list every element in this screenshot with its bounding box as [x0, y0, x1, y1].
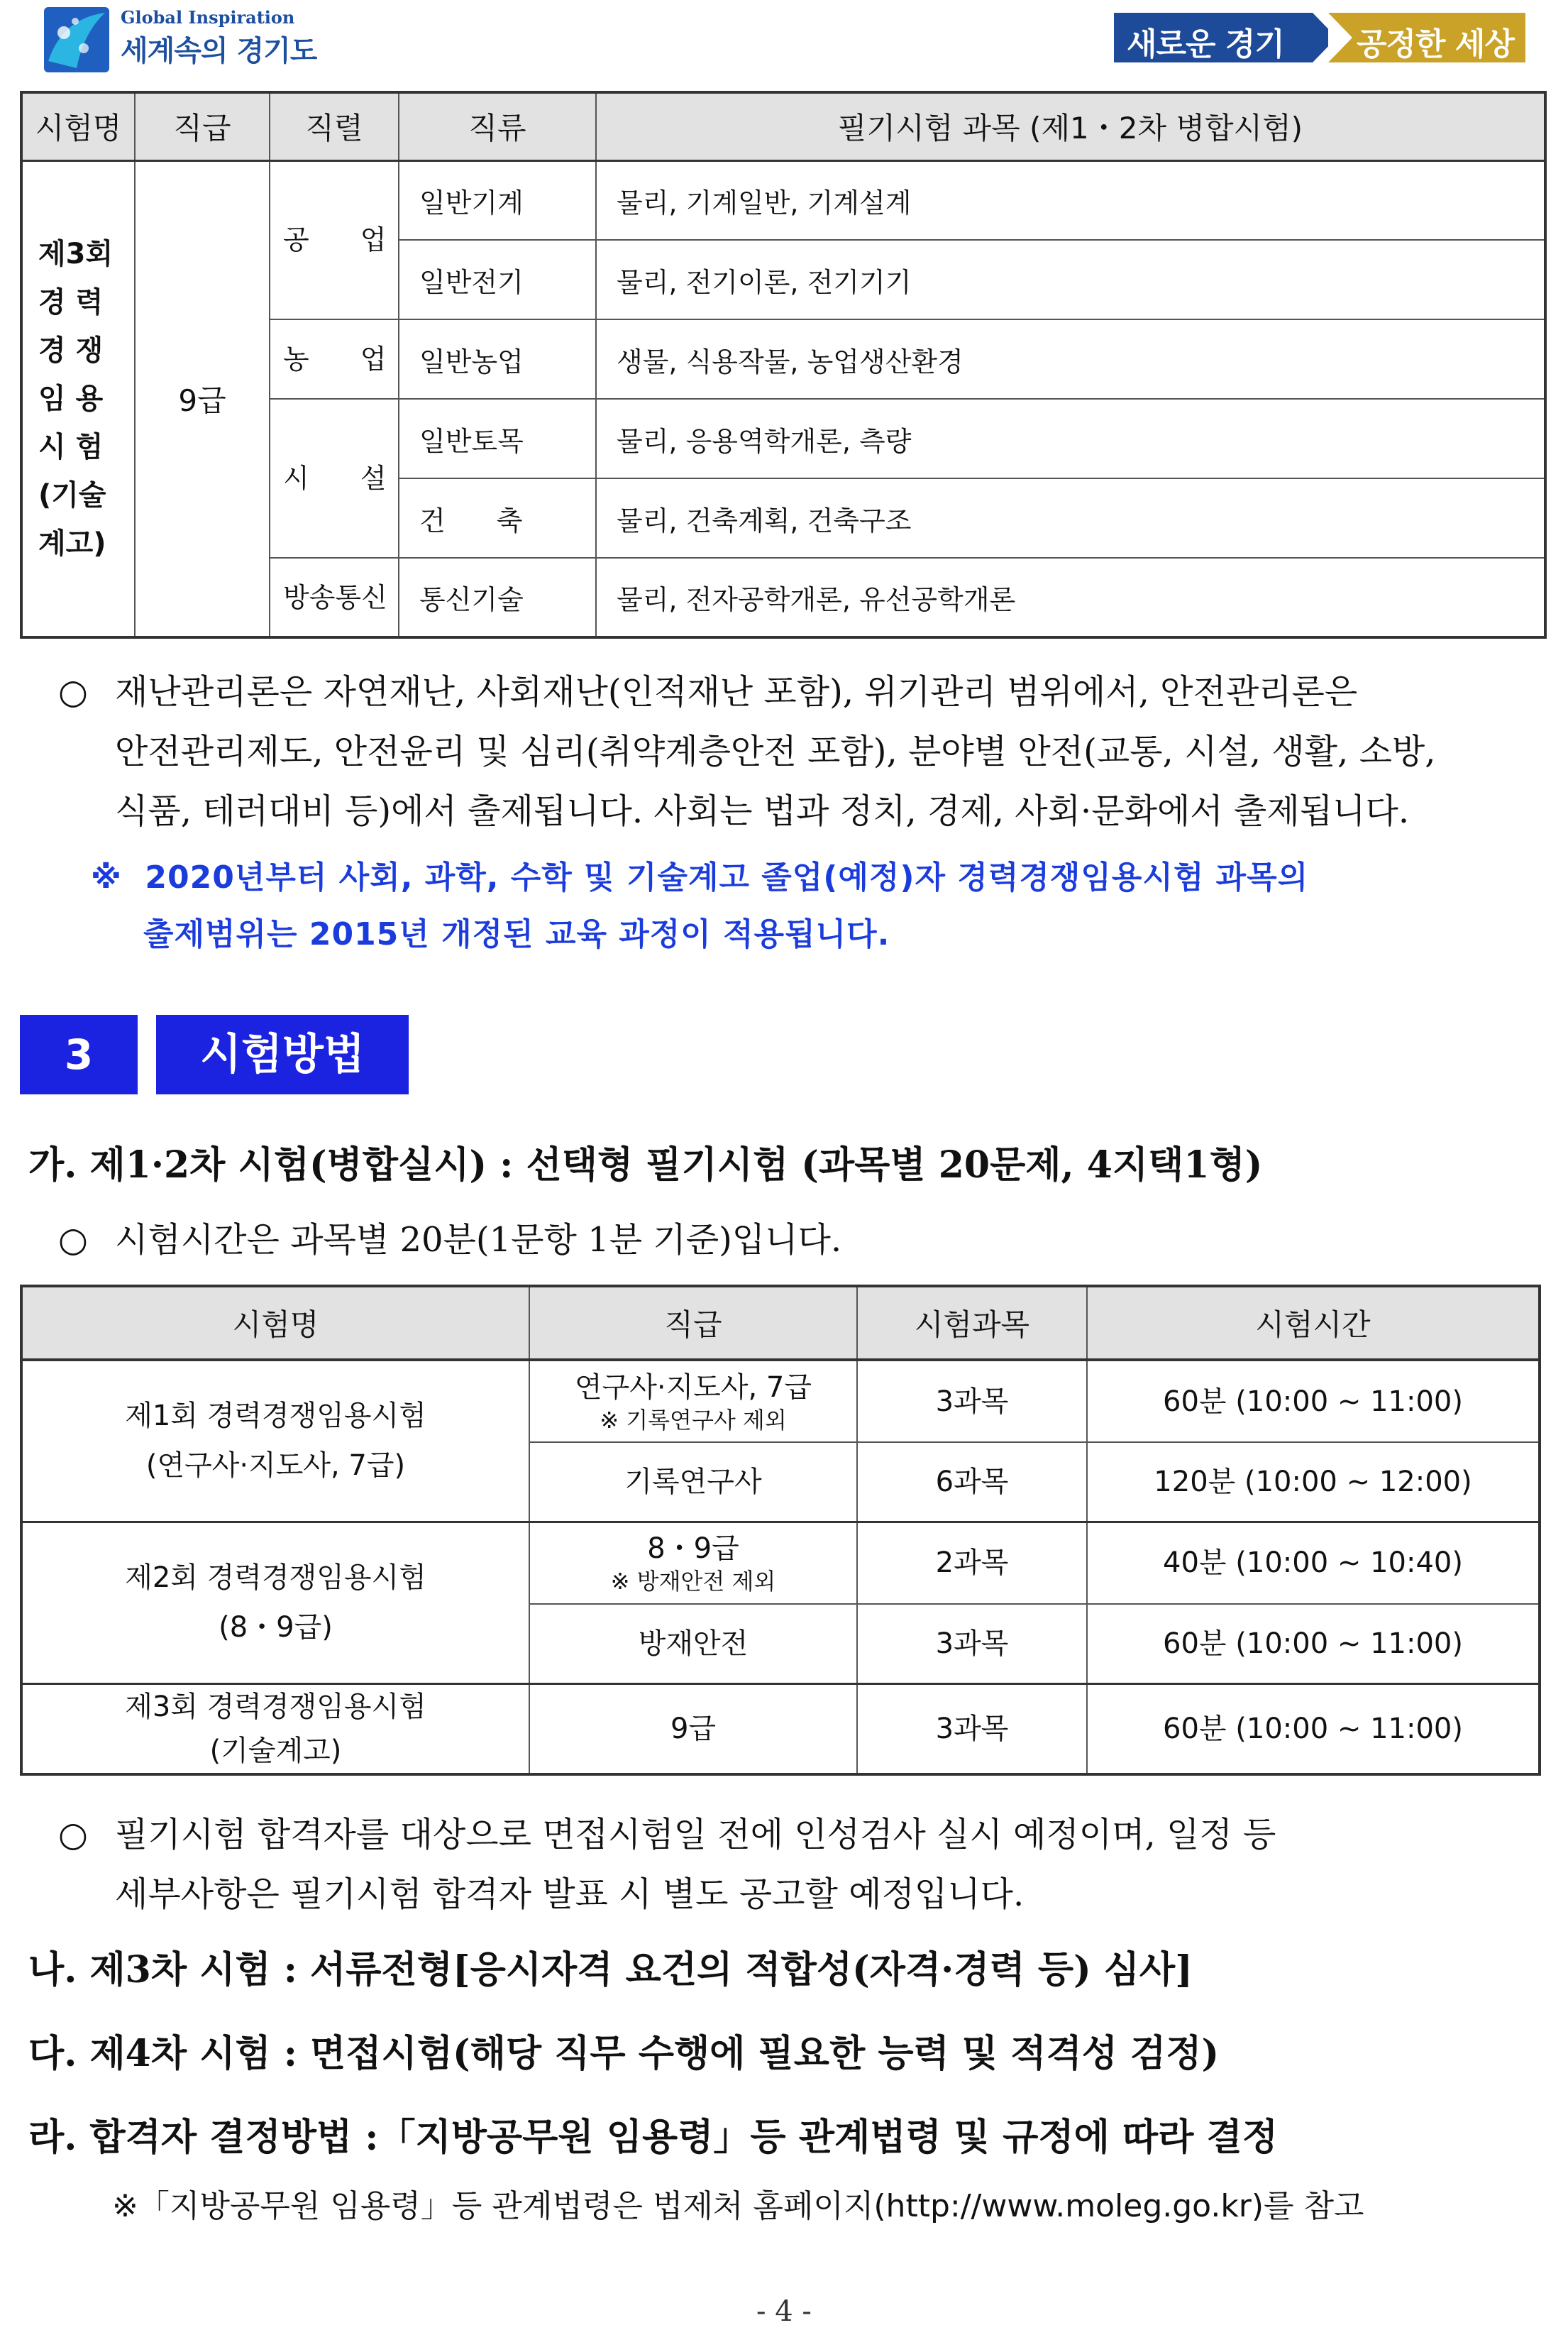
- grade-note: ※ 방재안전 제외: [610, 1568, 776, 1595]
- series-cell: 농 업: [270, 319, 399, 399]
- subject-count-cell: 2과목: [857, 1522, 1087, 1604]
- grade-text: 8・9급: [647, 1532, 739, 1566]
- exam-name-cell: [21, 160, 135, 637]
- note-text: 2020년부터 사회, 과학, 수학 및 기술계고 졸업(예정)자 경력경쟁임용시험 과목의: [145, 859, 1309, 896]
- exam-name-line: 제3회: [38, 237, 114, 270]
- grade-cell: 9급: [135, 160, 270, 637]
- subjects-cell: 생물, 식용작물, 농업생산환경: [596, 319, 1545, 399]
- exam-name-line: 제1회 경력경쟁임용시험: [125, 1400, 426, 1433]
- paragraph-text: 재난관리론은 자연재난, 사회재난(인적재난 포함), 위기관리 범위에서, 안전관리론은: [115, 672, 1358, 712]
- step-na-heading: 나. 제3차 시험 : 서류전형[응시자격 요건의 적합성(자격·경력 등) 심사]: [28, 1948, 1193, 1991]
- header-time: 시험시간: [1087, 1286, 1540, 1360]
- exam-name-line: 제2회 경력경쟁임용시험: [125, 1561, 426, 1594]
- exam-name-line: 경 력: [38, 285, 104, 319]
- exam-time-table: [20, 1285, 1541, 1776]
- exam-name-line: 임 용: [38, 382, 104, 415]
- series-cell: 시 설: [270, 399, 399, 558]
- subject-count-cell: 3과목: [857, 1604, 1087, 1683]
- grade-cell: 기록연구사: [529, 1442, 857, 1522]
- header-grade: 직급: [135, 92, 270, 160]
- scope-paragraph-line: 안전관리제도, 안전윤리 및 심리(취약계층안전 포함), 분야별 안전(교통, 시설, 생활, 소방,: [115, 732, 1436, 771]
- subjects-cell: 물리, 전자공학개론, 유선공학개론: [596, 558, 1545, 637]
- gyeonggi-logo: [41, 0, 317, 78]
- subject-count-cell: 3과목: [857, 1360, 1087, 1442]
- grade-cell: [529, 1360, 857, 1442]
- class-cell: 일반토목: [399, 399, 596, 478]
- bullet-circle: ○: [58, 1220, 88, 1260]
- section-title: 시험방법: [156, 1015, 409, 1094]
- table-header-row: [21, 92, 1545, 160]
- note-mark: ※: [91, 859, 122, 896]
- class-cell: 일반농업: [399, 319, 596, 399]
- exam-time-cell: 40분 (10:00 ~ 10:40): [1087, 1522, 1540, 1604]
- exam-name-line: 계고): [38, 527, 106, 560]
- gyeonggi-emblem-icon: [41, 4, 112, 75]
- slogan-left-block: [1114, 13, 1313, 62]
- header-exam-name: 시험명: [21, 92, 135, 160]
- paragraph-text: 시험시간은 과목별 20분(1문항 1분 기준)입니다.: [115, 1220, 842, 1260]
- subject-count-cell: 3과목: [857, 1683, 1087, 1774]
- exam-time-cell: 60분 (10:00 ~ 11:00): [1087, 1360, 1540, 1442]
- logo-tagline: Global Inspiration: [121, 7, 295, 28]
- series-cell: 방송통신: [270, 558, 399, 637]
- exam-name-line: (기술계고): [209, 1734, 342, 1767]
- bullet-circle: ○: [58, 1815, 88, 1854]
- personality-test-note-line: [58, 1814, 1276, 1855]
- table-header-row: [21, 1286, 1540, 1360]
- grade-note: ※ 기록연구사 제외: [600, 1406, 787, 1434]
- slogan-right-text: 공정한 세상: [1357, 26, 1514, 62]
- class-cell: 일반전기: [399, 240, 596, 319]
- grade-cell: 방재안전: [529, 1604, 857, 1683]
- header-subjects: 시험과목: [857, 1286, 1087, 1360]
- exam-time-cell: 60분 (10:00 ~ 11:00): [1087, 1604, 1540, 1683]
- exam-time-note: [58, 1219, 841, 1260]
- written-exam-subjects-table: [20, 91, 1547, 639]
- logo-title: 세계속의 경기도: [121, 35, 317, 67]
- step-ra-heading: 라. 합격자 결정방법 :「지방공무원 임용령」등 관계법령 및 규정에 따라 결정: [28, 2116, 1278, 2159]
- grade-cell: 9급: [529, 1683, 857, 1774]
- exam-time-cell: 60분 (10:00 ~ 11:00): [1087, 1683, 1540, 1774]
- header-class: 직류: [399, 92, 596, 160]
- header-subjects: 필기시험 과목 (제1・2차 병합시험): [596, 92, 1545, 160]
- class-cell: 건 축: [399, 478, 596, 558]
- paragraph-text: 필기시험 합격자를 대상으로 면접시험일 전에 인성검사 실시 예정이며, 일정 등: [115, 1815, 1276, 1854]
- class-cell: 일반기계: [399, 160, 596, 240]
- grade-cell: [529, 1522, 857, 1604]
- exam-name-cell: [21, 1683, 529, 1774]
- exam-time-cell: 120분 (10:00 ~ 12:00): [1087, 1442, 1540, 1522]
- subjects-cell: 물리, 건축계획, 건축구조: [596, 478, 1545, 558]
- bullet-circle: ○: [58, 672, 88, 712]
- subjects-cell: 물리, 응용역학개론, 측량: [596, 399, 1545, 478]
- exam-name-line: 경 쟁: [38, 334, 104, 367]
- exam-name-line: (기술: [38, 478, 106, 512]
- exam-name-cell: [21, 1360, 529, 1522]
- page-number: - 4 -: [756, 2295, 812, 2328]
- step-da-heading: 다. 제4차 시험 : 면접시험(해당 직무 수행에 필요한 능력 및 적격성 검정): [28, 2032, 1220, 2075]
- personality-test-note-line: 세부사항은 필기시험 합격자 발표 시 별도 공고할 예정입니다.: [115, 1874, 1025, 1914]
- step-ga-heading: 가. 제1·2차 시험(병합실시) : 선택형 필기시험 (과목별 20문제, 4지택1형): [28, 1143, 1263, 1187]
- class-cell: 통신기술: [399, 558, 596, 637]
- slogan-left-text: 새로운 경기: [1127, 26, 1284, 62]
- header-exam-name: 시험명: [21, 1286, 529, 1360]
- series-cell: 공 업: [270, 160, 399, 319]
- exam-name-line: (연구사·지도사, 7급): [145, 1449, 406, 1483]
- exam-name-line: 제3회 경력경쟁임용시험: [125, 1690, 426, 1723]
- section-number: 3: [20, 1015, 138, 1094]
- slogan-banner: [1114, 13, 1525, 62]
- subjects-cell: 물리, 기계일반, 기계설계: [596, 160, 1545, 240]
- table-row: [21, 1522, 1540, 1604]
- grade-text: 연구사·지도사, 7급: [574, 1370, 812, 1404]
- table-row: [21, 160, 1545, 240]
- subjects-cell: 물리, 전기이론, 전기기기: [596, 240, 1545, 319]
- exam-name-line: 시 험: [38, 430, 104, 463]
- scope-paragraph-line: 식품, 테러대비 등)에서 출제됩니다. 사회는 법과 정치, 경제, 사회·문화에서 출제됩니다.: [115, 791, 1410, 831]
- exam-name-line: (8・9급): [219, 1611, 333, 1644]
- scope-paragraph-line: [58, 671, 1357, 713]
- header-grade: 직급: [529, 1286, 857, 1360]
- slogan-right-block: [1328, 13, 1525, 62]
- curriculum-note-line: [91, 852, 1308, 897]
- law-reference-note: ※「지방공무원 임용령」등 관계법령은 법제처 홈페이지(http://www.moleg.go.kr)를 참고: [112, 2188, 1364, 2224]
- exam-name-cell: [21, 1522, 529, 1683]
- table-row: [21, 1683, 1540, 1774]
- curriculum-note-line: 출제범위는 2015년 개정된 교육 과정이 적용됩니다.: [143, 916, 890, 952]
- header-series: 직렬: [270, 92, 399, 160]
- subject-count-cell: 6과목: [857, 1442, 1087, 1522]
- table-row: [21, 1360, 1540, 1442]
